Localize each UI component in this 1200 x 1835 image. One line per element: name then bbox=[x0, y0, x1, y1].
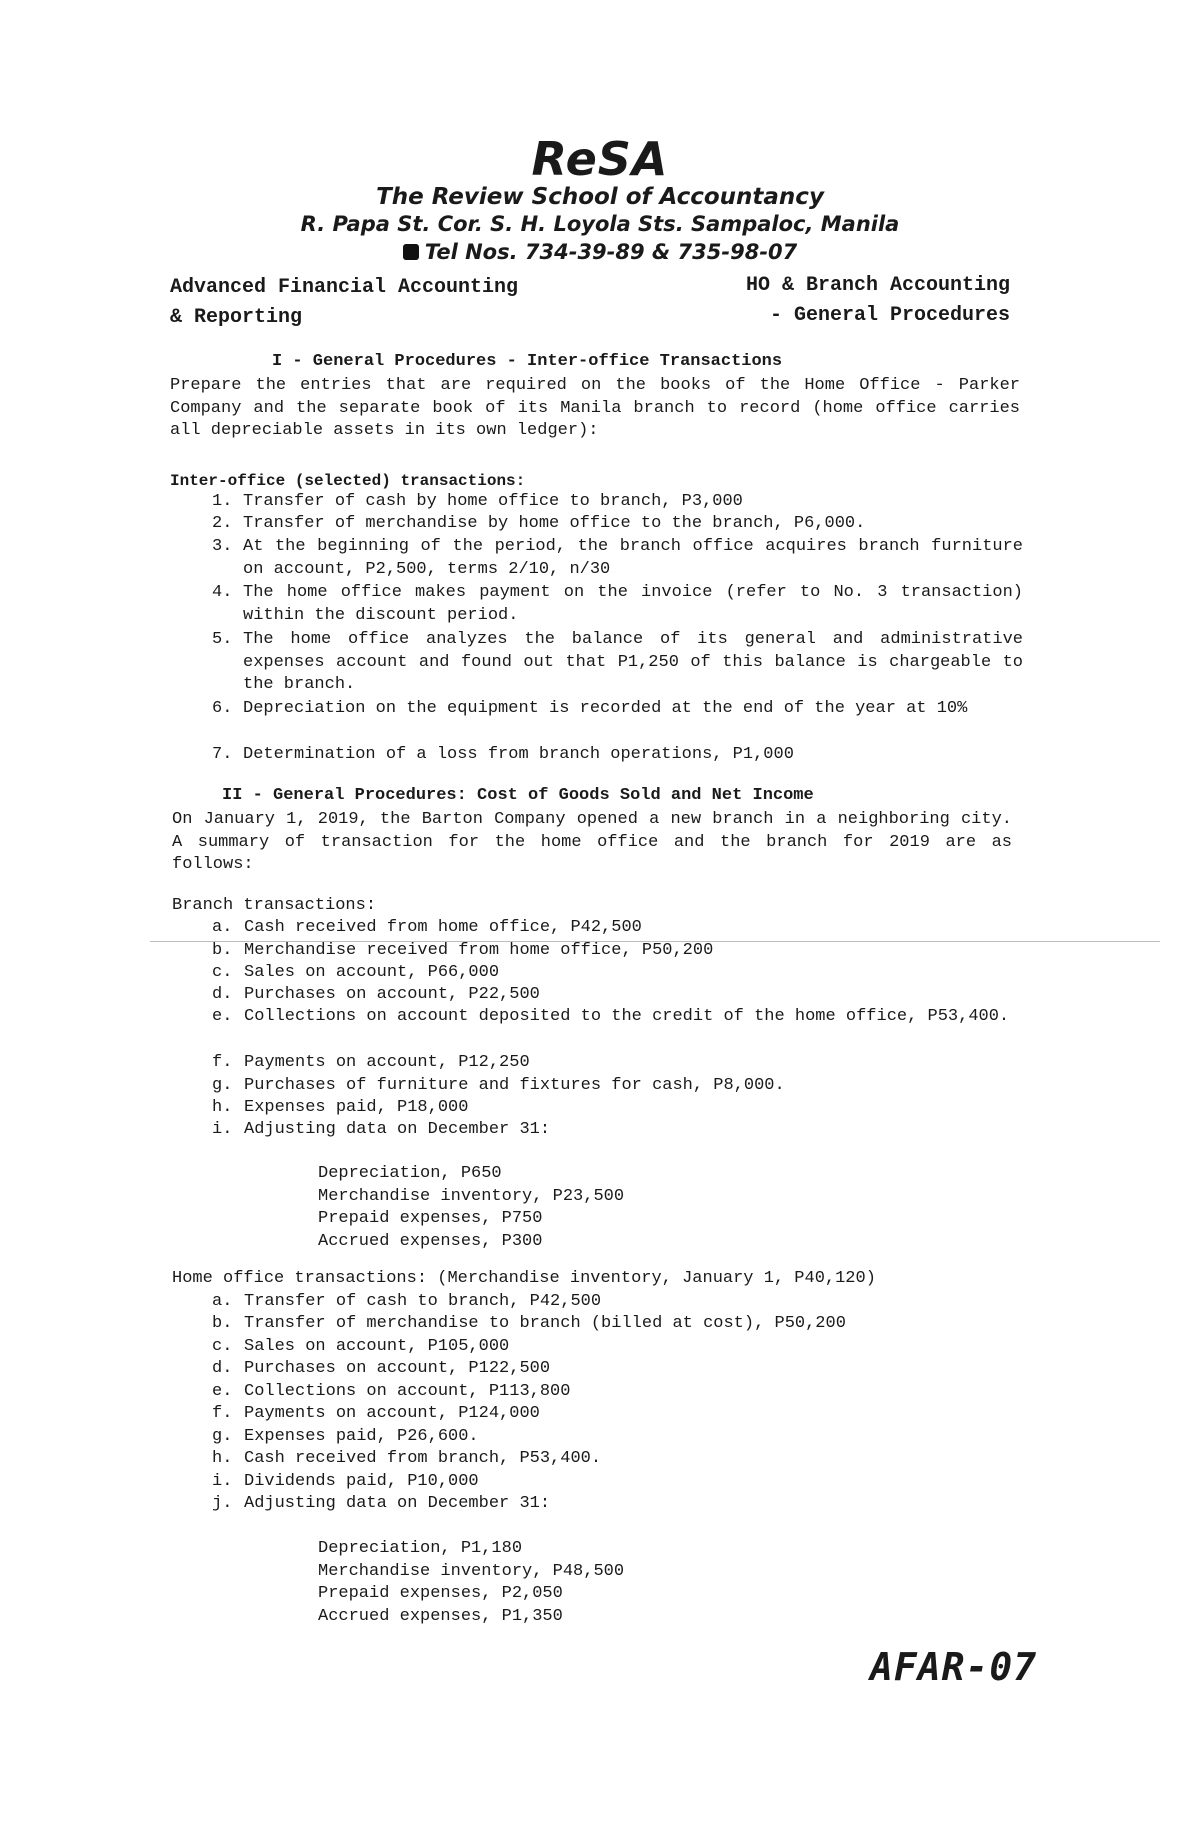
home-office-adjusting-line-2: Merchandise inventory, P48,500 bbox=[318, 1562, 625, 1581]
branch-item-number: a. bbox=[212, 918, 233, 937]
home-office-item-number: a. bbox=[212, 1292, 233, 1311]
home-office-item-number: f. bbox=[212, 1404, 233, 1423]
home-office-adjusting-line-1: Depreciation, P1,180 bbox=[318, 1539, 523, 1558]
section-1-intro: Prepare the entries that are required on the books of the Home Office - Parker Company and the separate book of its Manila branch to record (home office carries all depreciable assets in its own ledger): bbox=[170, 376, 1020, 440]
branch-item-text: Collections on account deposited to the credit of the home office, P53,400. bbox=[244, 1007, 1010, 1026]
home-office-item-text: Adjusting data on December 31: bbox=[244, 1494, 551, 1513]
course-title-line1: Advanced Financial Accounting bbox=[170, 276, 519, 299]
home-office-item-text: Transfer of merchandise to branch (billed at cost), P50,200 bbox=[244, 1314, 846, 1333]
branch-item-number: h. bbox=[212, 1098, 233, 1117]
home-office-item-text: Transfer of cash to branch, P42,500 bbox=[244, 1292, 602, 1311]
branch-item-number: c. bbox=[212, 963, 233, 982]
section-2-intro: On January 1, 2019, the Barton Company opened a new branch in a neighboring city. A summary of transaction for the home office and the branch for 2019 are as follows: bbox=[172, 810, 1012, 874]
branch-adjusting-line-4: Accrued expenses, P300 bbox=[318, 1232, 543, 1251]
home-office-item-10 bbox=[212, 1493, 1024, 1538]
branch-item-number: i. bbox=[212, 1120, 233, 1139]
course-title bbox=[170, 273, 518, 333]
home-office-item-number: i. bbox=[212, 1472, 233, 1491]
home-office-adjusting-line-3: Prepaid expenses, P2,050 bbox=[318, 1584, 563, 1603]
section-1-item-number: 3. bbox=[212, 537, 233, 556]
section-1-item-7 bbox=[212, 744, 1023, 789]
home-office-item-number: j. bbox=[212, 1494, 233, 1513]
home-office-item-text: Cash received from branch, P53,400. bbox=[244, 1449, 602, 1468]
section-1-subheading: Inter-office (selected) transactions: bbox=[170, 472, 526, 490]
branch-item-text: Payments on account, P12,250 bbox=[244, 1053, 530, 1072]
branch-transactions-heading: Branch transactions: bbox=[172, 896, 377, 915]
branch-item-number: e. bbox=[212, 1007, 233, 1026]
home-office-item-number: g. bbox=[212, 1427, 233, 1446]
branch-item-text: Sales on account, P66,000 bbox=[244, 963, 500, 982]
branch-adjusting-line-2: Merchandise inventory, P23,500 bbox=[318, 1187, 625, 1206]
section-1-item-number: 2. bbox=[212, 514, 233, 533]
branch-item-number: b. bbox=[212, 941, 233, 960]
school-address: R. Papa St. Cor. S. H. Loyola Sts. Sampaloc, Manila bbox=[300, 212, 900, 236]
course-title-line2: & Reporting bbox=[170, 306, 303, 329]
branch-adjusting-line-1: Depreciation, P650 bbox=[318, 1164, 502, 1183]
section-1-item-text: The home office makes payment on the invoice (refer to No. 3 transaction) within the discount period. bbox=[243, 583, 1023, 625]
phone-icon bbox=[403, 244, 419, 260]
home-office-item-text: Payments on account, P124,000 bbox=[244, 1404, 540, 1423]
document-code: AFAR-07 bbox=[870, 1645, 1038, 1689]
logo-title: ReSA bbox=[531, 132, 669, 186]
home-office-transactions-heading: Home office transactions: (Merchandise inventory, January 1, P40,120) bbox=[172, 1269, 876, 1288]
telephone-numbers: Tel Nos. 734-39-89 & 735-98-07 bbox=[424, 240, 798, 264]
branch-adjusting-line-3: Prepaid expenses, P750 bbox=[318, 1209, 543, 1228]
section-1-item-number: 1. bbox=[212, 492, 233, 511]
home-office-item-text: Dividends paid, P10,000 bbox=[244, 1472, 479, 1491]
section-1-item-text: The home office analyzes the balance of its general and administrative expenses account and found out that P1,250 of this balance is chargeable to the branch. bbox=[243, 630, 1023, 694]
home-office-item-text: Purchases on account, P122,500 bbox=[244, 1359, 551, 1378]
section-1-item-3 bbox=[212, 536, 1023, 581]
section-1-item-number: 6. bbox=[212, 699, 233, 718]
section-1-item-text: Depreciation on the equipment is recorded at the end of the year at 10% bbox=[243, 699, 968, 718]
section-1-item-number: 7. bbox=[212, 745, 233, 764]
branch-item-5 bbox=[212, 1006, 1024, 1051]
section-1-item-text: Transfer of cash by home office to branch, P3,000 bbox=[243, 492, 743, 511]
topic-title bbox=[690, 271, 1010, 331]
branch-item-text: Merchandise received from home office, P50,200 bbox=[244, 941, 714, 960]
home-office-adjusting-line-4: Accrued expenses, P1,350 bbox=[318, 1607, 563, 1626]
branch-item-9 bbox=[212, 1119, 1024, 1164]
topic-title-line2: - General Procedures bbox=[769, 304, 1010, 327]
home-office-item-number: d. bbox=[212, 1359, 233, 1378]
section-1-item-text: At the beginning of the period, the branch office acquires branch furniture on account, P2,500, terms 2/10, n/30 bbox=[243, 537, 1023, 579]
branch-item-text: Cash received from home office, P42,500 bbox=[244, 918, 642, 937]
home-office-item-number: c. bbox=[212, 1337, 233, 1356]
section-1-item-4 bbox=[212, 582, 1023, 627]
home-office-item-number: h. bbox=[212, 1449, 233, 1468]
home-office-item-text: Sales on account, P105,000 bbox=[244, 1337, 510, 1356]
section-1-title: I - General Procedures - Inter-office Transactions bbox=[272, 352, 783, 371]
section-1-item-number: 4. bbox=[212, 583, 233, 602]
telephone-line bbox=[0, 240, 1200, 264]
branch-item-number: g. bbox=[212, 1076, 233, 1095]
section-1-item-text: Transfer of merchandise by home office to the branch, P6,000. bbox=[243, 514, 866, 533]
home-office-item-number: b. bbox=[212, 1314, 233, 1333]
section-2-title: II - General Procedures: Cost of Goods Sold and Net Income bbox=[222, 786, 814, 805]
section-1-item-text: Determination of a loss from branch operations, P1,000 bbox=[243, 745, 794, 764]
branch-item-number: d. bbox=[212, 985, 233, 1004]
branch-item-number: f. bbox=[212, 1053, 233, 1072]
home-office-item-text: Expenses paid, P26,600. bbox=[244, 1427, 479, 1446]
home-office-item-text: Collections on account, P113,800 bbox=[244, 1382, 571, 1401]
branch-item-text: Adjusting data on December 31: bbox=[244, 1120, 551, 1139]
section-1-item-6 bbox=[212, 698, 1023, 743]
branch-item-text: Purchases on account, P22,500 bbox=[244, 985, 540, 1004]
topic-title-line1: HO & Branch Accounting bbox=[745, 274, 1010, 297]
home-office-item-number: e. bbox=[212, 1382, 233, 1401]
branch-item-text: Purchases of furniture and fixtures for cash, P8,000. bbox=[244, 1076, 785, 1095]
school-name: The Review School of Accountancy bbox=[376, 184, 824, 210]
section-1-item-5 bbox=[212, 629, 1023, 694]
branch-item-text: Expenses paid, P18,000 bbox=[244, 1098, 469, 1117]
section-1-item-number: 5. bbox=[212, 630, 233, 649]
